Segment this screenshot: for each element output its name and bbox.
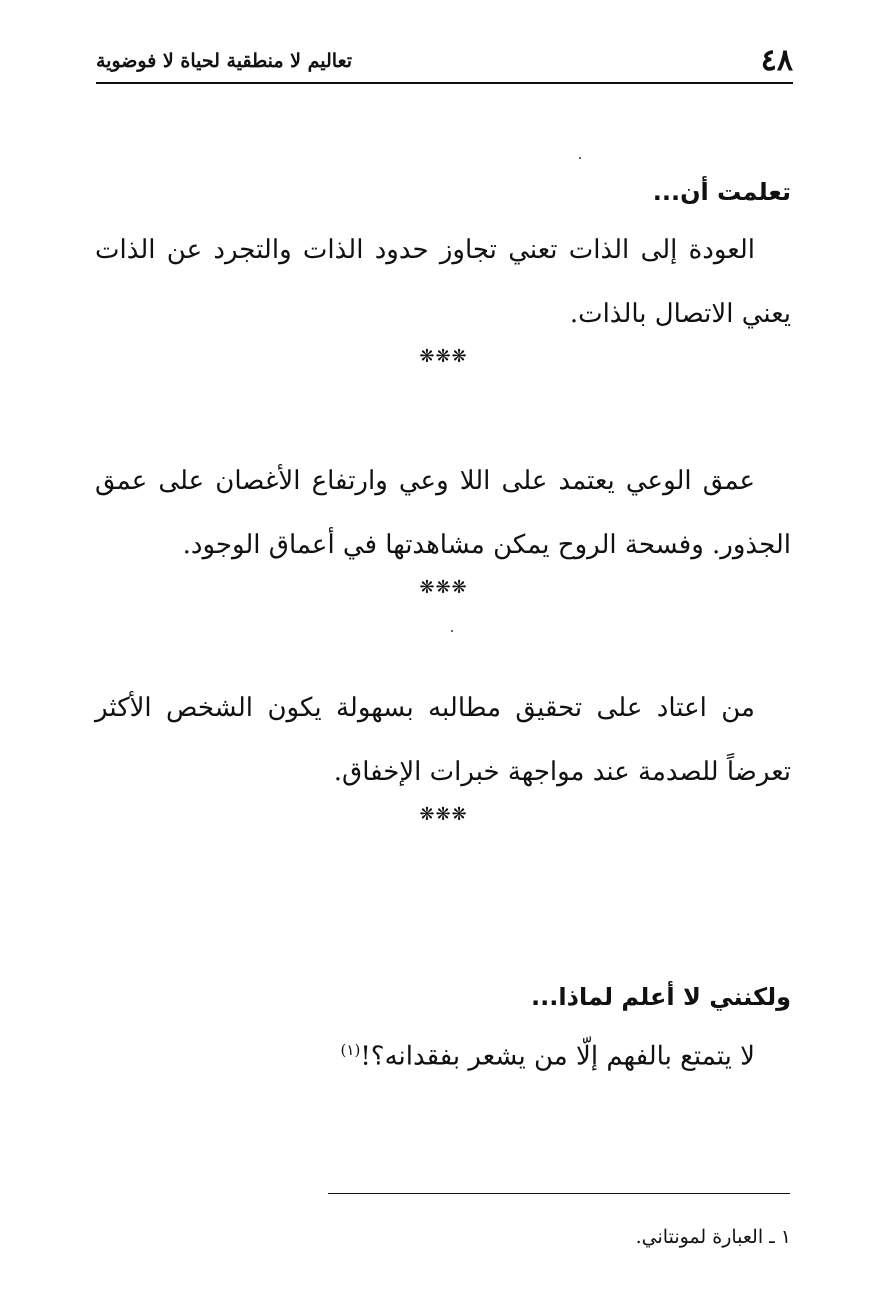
- section-heading-learned: تعلمت أن...: [652, 178, 791, 206]
- paragraph-accustomed-to-ease: من اعتاد على تحقيق مطالبه بسهولة يكون الشخص الأكثر تعرضاً للصدمة عند مواجهة خبرات الإخفاق.: [95, 693, 791, 787]
- section-heading-but-i-dont-know-why: ولكنني لا أعلم لماذا...: [531, 983, 791, 1011]
- stray-dot: [451, 630, 453, 632]
- footnote-reference: (١): [340, 1041, 361, 1059]
- paragraph-understanding: [95, 1018, 791, 1089]
- stray-dot: [579, 157, 581, 159]
- footnote: ١ ـ العبارة لمونتاني.: [635, 1226, 791, 1248]
- page-header: [96, 40, 793, 84]
- separator-asterism: ❋❋❋: [419, 577, 468, 598]
- footnote-divider: [328, 1193, 790, 1194]
- paragraph-understanding-text: لا يتمتع بالفهم إلّا من يشعر بفقدانه؟!: [360, 1041, 755, 1072]
- paragraph-depth-of-awareness: عمق الوعي يعتمد على اللا وعي وارتفاع الأغصان على عمق الجذور. وفسحة الروح يمكن مشاهدتها في أعماق الوجود.: [95, 466, 791, 560]
- separator-asterism: ❋❋❋: [419, 804, 468, 825]
- running-title: تعاليم لا منطقية لحياة لا فوضوية: [96, 49, 353, 72]
- paragraph-return-to-self: العودة إلى الذات تعني تجاوز حدود الذات والتجرد عن الذات يعني الاتصال بالذات.: [95, 235, 791, 329]
- separator-asterism: ❋❋❋: [419, 346, 468, 367]
- page-number: ٤٨: [760, 43, 793, 78]
